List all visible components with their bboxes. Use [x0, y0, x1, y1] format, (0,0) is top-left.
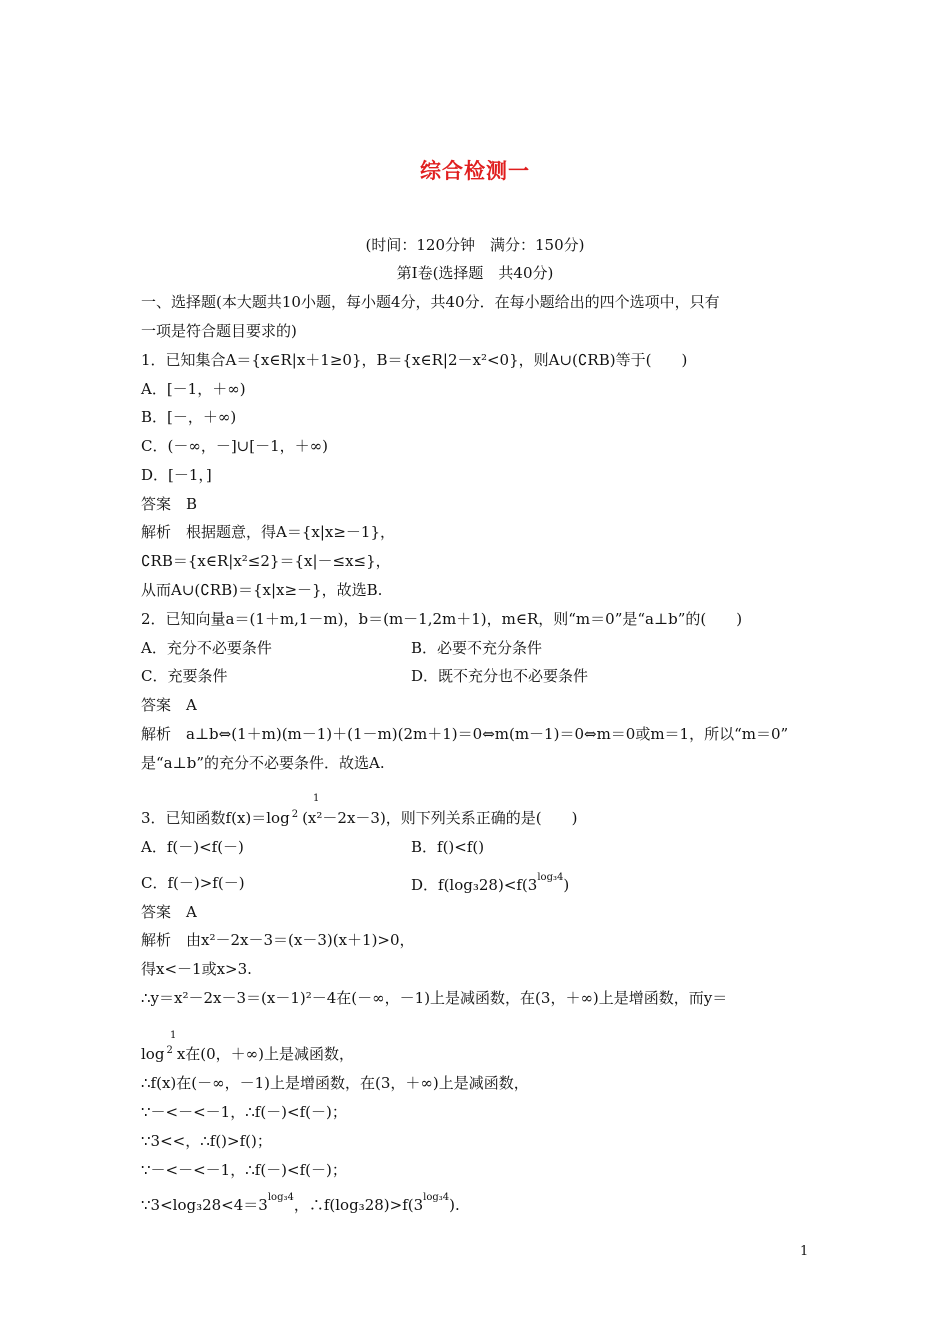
q3-explanation-4-log: log	[141, 1045, 165, 1063]
q2-explanation-1: 解析 a⊥b⇔(1＋m)(m－1)＋(1－m)(2m＋1)＝0⇔m(m－1)＝0⇔m＝0或m＝1，所以“m＝0”	[141, 725, 789, 743]
section-intro-cont: 一项是符合题目要求的)	[141, 322, 297, 340]
q3-expl-log-base-numerator: 1	[170, 1030, 177, 1041]
q3-log-base-numerator: 1	[313, 793, 320, 804]
q3-option-a: A．f(－)<f(－)	[141, 838, 244, 856]
q3-explanation-7: ∵3<<，∴f()>f()；	[141, 1132, 272, 1150]
q3-explanation-9-exponent: log₃4	[267, 1192, 294, 1203]
q2-answer: 答案 A	[141, 696, 197, 714]
q3-explanation-9-prefix: ∵3<log₃28<4＝3	[141, 1196, 268, 1214]
q3-explanation-5: ∴f(x)在(－∞，－1)上是增函数，在(3，＋∞)上是减函数，	[141, 1074, 529, 1092]
time-info: (时间：120分钟 满分：150分)	[365, 236, 585, 254]
q3-option-d-prefix: D．f(log₃28)<f(3	[411, 876, 538, 894]
page-number: 1	[800, 1244, 809, 1259]
q1-explanation-3: 从而A∪(∁RB)＝{x|x≥－}，故选B.	[141, 581, 383, 599]
q2-explanation-2: 是“a⊥b”的充分不必要条件．故选A.	[141, 754, 385, 772]
q2-option-d: D．既不充分也不必要条件	[411, 667, 589, 685]
q2-stem: 2．已知向量a＝(1＋m,1－m)，b＝(m－1,2m＋1)，m∈R，则“m＝0”是“a⊥b”的( )	[141, 610, 743, 628]
part-heading: 第Ⅰ卷(选择题 共40分)	[396, 264, 554, 282]
q3-stem	[141, 807, 578, 828]
section-intro: 一、选择题(本大题共10小题，每小题4分，共40分．在每小题给出的四个选项中，只有	[141, 293, 720, 311]
q1-stem: 1．已知集合A＝{x∈R|x＋1≥0}，B＝{x∈R|2－x²<0}，则A∪(∁RB)等于( )	[141, 351, 688, 369]
q3-expl-log-base-denominator: 2	[166, 1045, 173, 1056]
q3-explanation-4-text: x在(0，＋∞)上是减函数，	[176, 1045, 355, 1063]
q1-option-d: D．[－1，]	[141, 466, 212, 484]
q3-log-base-denominator: 2	[291, 809, 299, 820]
q3-explanation-8: ∵－<－<－1，∴f(－)<f(－)；	[141, 1161, 347, 1179]
q3-explanation-3: ∴y＝x²－2x－3＝(x－1)²－4在(－∞，－1)上是减函数，在(3，＋∞)上是增函数，而y＝	[141, 989, 728, 1007]
q1-option-c: C．(－∞，－]∪[－1，＋∞)	[141, 437, 328, 455]
q1-explanation-2: ∁RB＝{x∈R|x²≤2}＝{x|－≤x≤}，	[141, 552, 391, 570]
q1-answer: 答案 B	[141, 495, 198, 513]
q2-option-c: C．充要条件	[141, 667, 228, 685]
q3-explanation-9-exponent-2: log₃4	[423, 1192, 450, 1203]
q3-option-d-exponent: log₃4	[537, 872, 564, 883]
q3-explanation-4	[141, 1043, 354, 1064]
q3-option-c: C．f(－)>f(－)	[141, 874, 245, 892]
q1-explanation-1: 解析 根据题意，得A＝{x|x≥－1}，	[141, 523, 396, 541]
q3-stem-suffix: (x²－2x－3)，则下列关系正确的是( )	[302, 809, 578, 827]
q3-answer: 答案 A	[141, 903, 197, 921]
q1-option-b: B．[－，＋∞)	[141, 408, 237, 426]
q2-option-b: B．必要不充分条件	[411, 639, 543, 657]
q3-explanation-9	[141, 1192, 460, 1215]
q2-option-a: A．充分不必要条件	[141, 639, 272, 657]
q3-option-b: B．f()<f()	[411, 838, 485, 856]
q3-explanation-9-middle: ，∴f(log₃28)>f(3	[293, 1196, 424, 1214]
document-title: 综合检测一	[420, 159, 530, 183]
q3-explanation-2: 得x<－1或x>3.	[141, 960, 252, 978]
q3-stem-prefix: 3．已知函数f(x)＝log	[141, 809, 290, 827]
q1-option-a: A．[－1，＋∞)	[141, 380, 246, 398]
q3-option-d-suffix: )	[563, 876, 570, 894]
q3-option-d	[411, 872, 569, 895]
q3-explanation-1: 解析 由x²－2x－3＝(x－3)(x＋1)>0，	[141, 931, 415, 949]
q3-explanation-9-suffix: ).	[449, 1196, 460, 1214]
q3-explanation-6: ∵－<－<－1，∴f(－)<f(－)；	[141, 1103, 347, 1121]
